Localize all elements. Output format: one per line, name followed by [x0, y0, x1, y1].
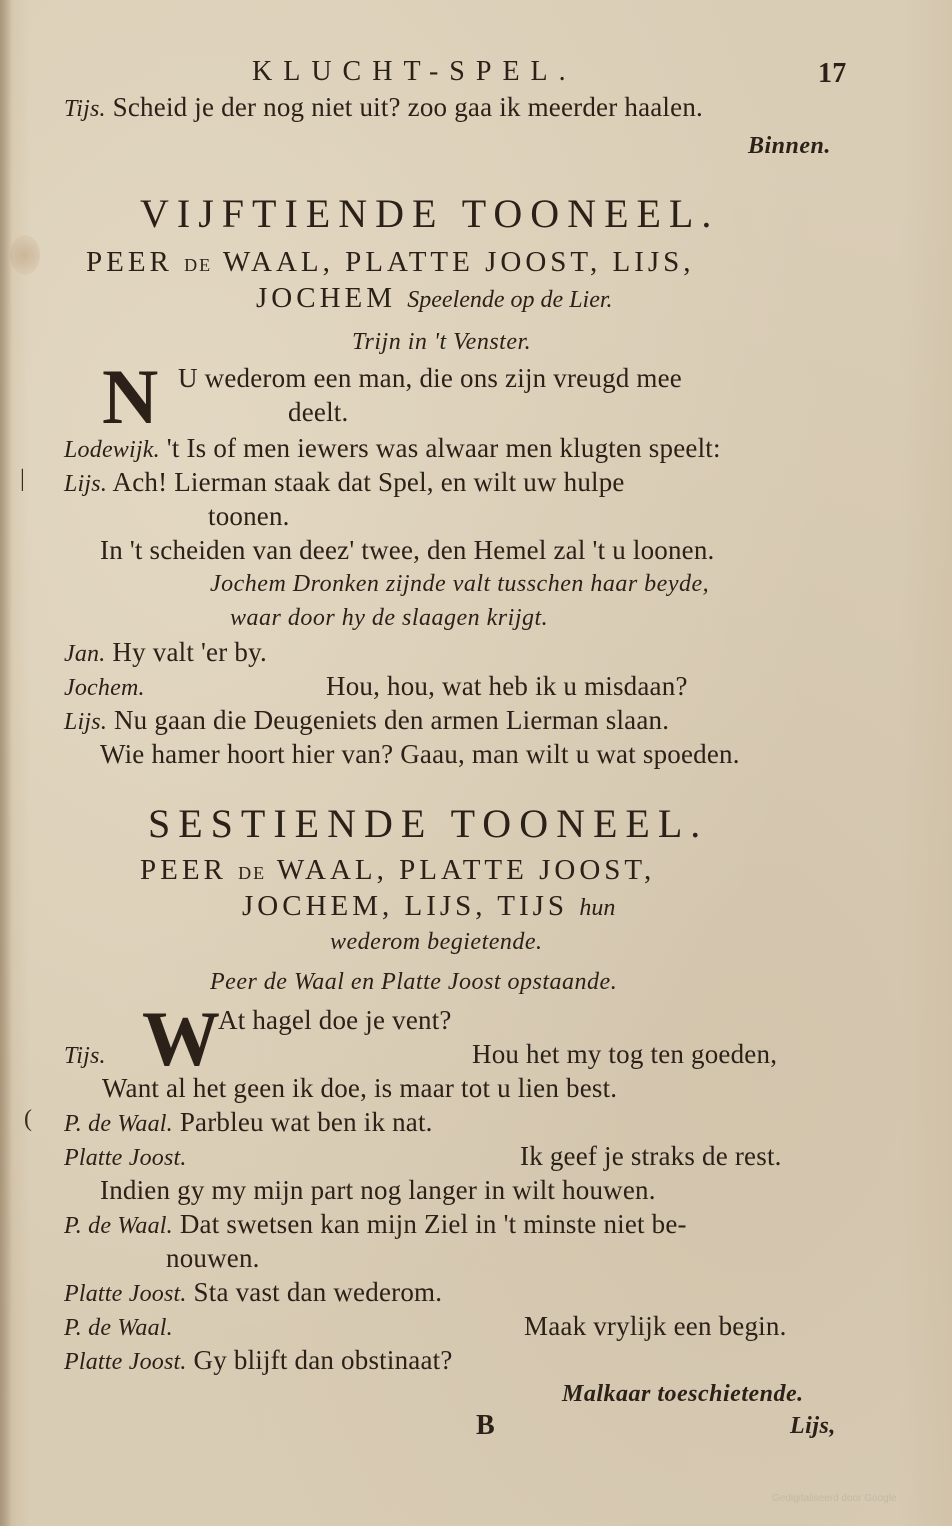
dialogue-text: Scheid je der nog niet uit? zoo gaa ik meerder haalen.	[112, 92, 703, 122]
drop-cap: N	[102, 353, 159, 440]
dialogue-line: U wederom een man, die ons zijn vreugd mee	[178, 363, 682, 393]
cast-list	[140, 854, 655, 889]
cast-list	[86, 246, 695, 281]
speaker-name: Jan.	[64, 641, 106, 667]
dialogue-text: Hy valt 'er by.	[112, 637, 267, 667]
drop-cap: W	[142, 995, 220, 1082]
dialogue-continuation: nouwen.	[166, 1243, 260, 1273]
cast-name: WAAL, PLATTE JOOST,	[276, 854, 656, 886]
cast-particle: DE	[238, 863, 267, 883]
speaker-name: Lijs.	[64, 471, 108, 497]
dialogue-text: Parbleu wat ben ik nat.	[179, 1107, 433, 1137]
digitization-watermark: Gedigitaliseerd door Google	[772, 1493, 897, 1504]
dialogue-text: Hou, hou, wat heb ik u misdaan?	[326, 671, 688, 701]
dialogue-text: Maak vrylijk een begin.	[524, 1311, 787, 1341]
dialogue-line	[64, 1310, 173, 1344]
dialogue-line	[64, 1140, 187, 1174]
dialogue-text: Gy blijft dan obstinaat?	[193, 1345, 453, 1375]
cast-name: WAAL, PLATTE JOOST, LIJS,	[222, 246, 695, 278]
dialogue-continuation: Want al het geen ik doe, is maar tot u lien best.	[102, 1073, 618, 1103]
dialogue-text: 't Is of men iewers was alwaar men klugten speelt:	[166, 433, 721, 463]
dialogue-text: Dat swetsen kan mijn Ziel in 't minste niet be-	[179, 1209, 687, 1239]
stage-direction: Malkaar toeschietende.	[562, 1381, 804, 1407]
cast-name: JOCHEM, LIJS, TIJS	[242, 890, 569, 922]
stage-direction-exit: Binnen.	[748, 133, 831, 159]
cast-list-2	[242, 890, 615, 924]
dialogue-line	[64, 1276, 442, 1310]
speaker-name: P. de Waal.	[64, 1213, 173, 1239]
stage-direction: hun	[579, 895, 616, 921]
dialogue-continuation: toonen.	[208, 501, 290, 531]
margin-mark: |	[20, 466, 25, 492]
cast-particle: DE	[184, 255, 213, 275]
dialogue-line	[64, 1038, 106, 1072]
cast-name: PEER	[140, 854, 227, 886]
cast-name: JOCHEM	[256, 282, 397, 314]
stage-direction: wederom begietende.	[330, 929, 543, 955]
dialogue-continuation: Wie hamer hoort hier van? Gaau, man wilt u wat spoeden.	[100, 739, 740, 769]
dialogue-continuation: deelt.	[288, 397, 349, 427]
speaker-name: Platte Joost.	[64, 1145, 187, 1171]
speaker-name: Lijs.	[64, 709, 108, 735]
dialogue-text: Ik geef je straks de rest.	[520, 1141, 782, 1171]
margin-mark: (	[24, 1106, 32, 1132]
dialogue-continuation: In 't scheiden van deez' twee, den Hemel zal 't u loonen.	[100, 535, 715, 565]
stage-direction: Speelende op de Lier.	[407, 287, 613, 313]
stage-direction: Jochem Dronken zijnde valt tusschen haar beyde,	[210, 571, 710, 597]
speaker-name: Lodewijk.	[64, 437, 160, 463]
scene-title: VIJFTIENDE TOONEEL.	[140, 191, 720, 236]
cast-list-2	[256, 282, 613, 316]
speaker-name: P. de Waal.	[64, 1111, 173, 1137]
scene-title: SESTIENDE TOONEEL.	[148, 801, 709, 846]
speaker-name: P. de Waal.	[64, 1315, 173, 1341]
catchword: Lijs,	[790, 1413, 836, 1439]
running-head: KLUCHT-SPEL.	[252, 56, 577, 87]
speaker-name: Tijs.	[64, 1043, 106, 1069]
page-number: 17	[818, 58, 847, 89]
speaker-name: Jochem.	[64, 675, 145, 701]
stage-direction: Peer de Waal en Platte Joost opstaande.	[210, 969, 618, 995]
dialogue-line	[64, 466, 625, 500]
dialogue-line	[64, 1208, 687, 1242]
dialogue-line	[64, 670, 145, 704]
dialogue-line	[64, 1344, 453, 1378]
dialogue-line	[64, 91, 703, 125]
dialogue-text: Nu gaan die Deugeniets den armen Lierman slaan.	[113, 705, 670, 735]
dialogue-line: At hagel doe je vent?	[218, 1005, 452, 1035]
cast-name: PEER	[86, 246, 173, 278]
dialogue-line	[64, 1106, 433, 1140]
dialogue-line	[64, 636, 267, 670]
dialogue-line	[64, 704, 669, 738]
speaker-name: Platte Joost.	[64, 1281, 187, 1307]
stage-direction: waar door hy de slaagen krijgt.	[230, 605, 549, 631]
dialogue-line	[64, 432, 721, 466]
dialogue-continuation: Indien gy my mijn part nog langer in wilt houwen.	[100, 1175, 656, 1205]
dialogue-text: Ach! Lierman staak dat Spel, en wilt uw hulpe	[112, 467, 625, 497]
speaker-name: Tijs.	[64, 96, 106, 122]
dialogue-text: Hou het my tog ten goeden,	[472, 1039, 778, 1069]
paper-stain	[10, 235, 40, 275]
signature-mark: B	[476, 1410, 495, 1441]
stage-direction: Trijn in 't Venster.	[352, 329, 532, 355]
spine-shadow	[0, 0, 12, 1526]
speaker-name: Platte Joost.	[64, 1349, 187, 1375]
dialogue-text: Sta vast dan wederom.	[193, 1277, 443, 1307]
